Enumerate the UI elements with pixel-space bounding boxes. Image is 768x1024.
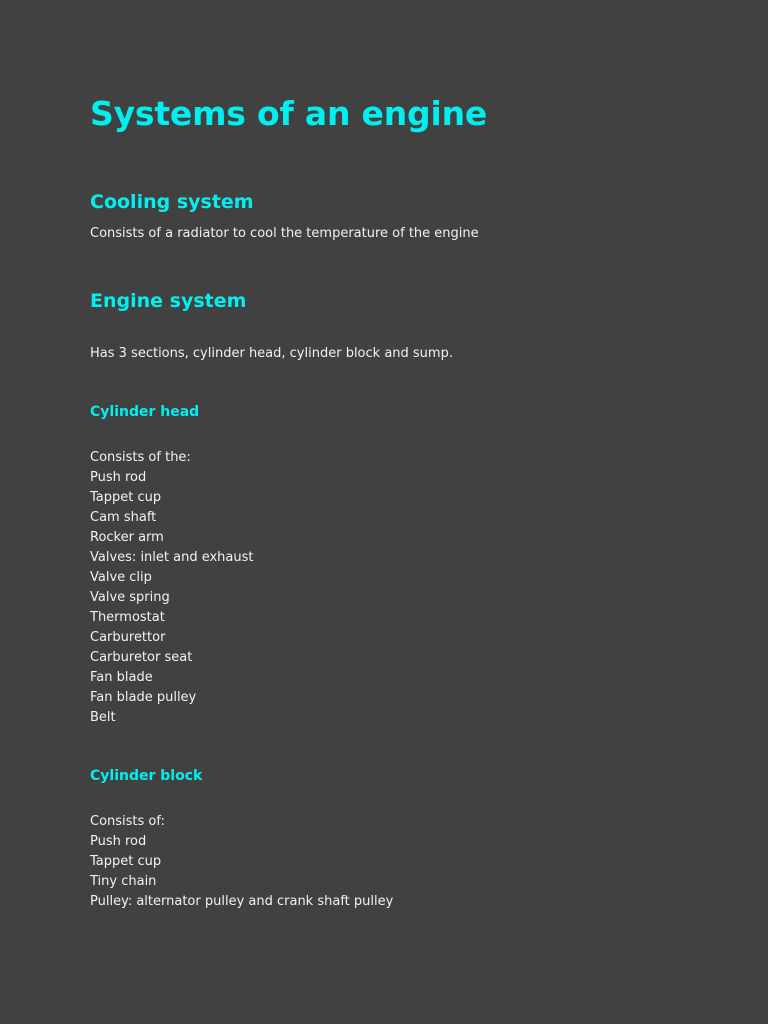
list-item: Fan blade bbox=[90, 670, 153, 685]
engine-system-heading: Engine system bbox=[90, 290, 247, 312]
list-item: Valves: inlet and exhaust bbox=[90, 550, 254, 565]
list-item: Consists of the: bbox=[90, 450, 191, 465]
cylinder-head-list bbox=[90, 448, 254, 728]
list-item: Rocker arm bbox=[90, 530, 164, 545]
list-item: Carburettor bbox=[90, 630, 166, 645]
list-item: Tappet cup bbox=[90, 854, 162, 869]
engine-system-text: Has 3 sections, cylinder head, cylinder block and sump. bbox=[90, 346, 453, 361]
list-item: Cam shaft bbox=[90, 510, 157, 525]
cylinder-block-heading: Cylinder block bbox=[90, 768, 203, 784]
list-item: Pulley: alternator pulley and crank shaft pulley bbox=[90, 894, 394, 909]
list-item: Valve spring bbox=[90, 590, 170, 605]
list-item: Valve clip bbox=[90, 570, 152, 585]
list-item: Fan blade pulley bbox=[90, 690, 197, 705]
cylinder-head-heading: Cylinder head bbox=[90, 404, 200, 420]
cylinder-block-list bbox=[90, 812, 393, 912]
list-item: Push rod bbox=[90, 470, 147, 485]
list-item: Carburetor seat bbox=[90, 650, 193, 665]
cooling-system-text: Consists of a radiator to cool the temperature of the engine bbox=[90, 226, 479, 241]
list-item: Thermostat bbox=[90, 610, 165, 625]
list-item: Tiny chain bbox=[90, 874, 157, 889]
list-item: Consists of: bbox=[90, 814, 165, 829]
list-item: Push rod bbox=[90, 834, 147, 849]
page-title: Systems of an engine bbox=[90, 94, 488, 133]
list-item: Tappet cup bbox=[90, 490, 162, 505]
list-item: Belt bbox=[90, 710, 116, 725]
cooling-system-heading: Cooling system bbox=[90, 191, 254, 213]
